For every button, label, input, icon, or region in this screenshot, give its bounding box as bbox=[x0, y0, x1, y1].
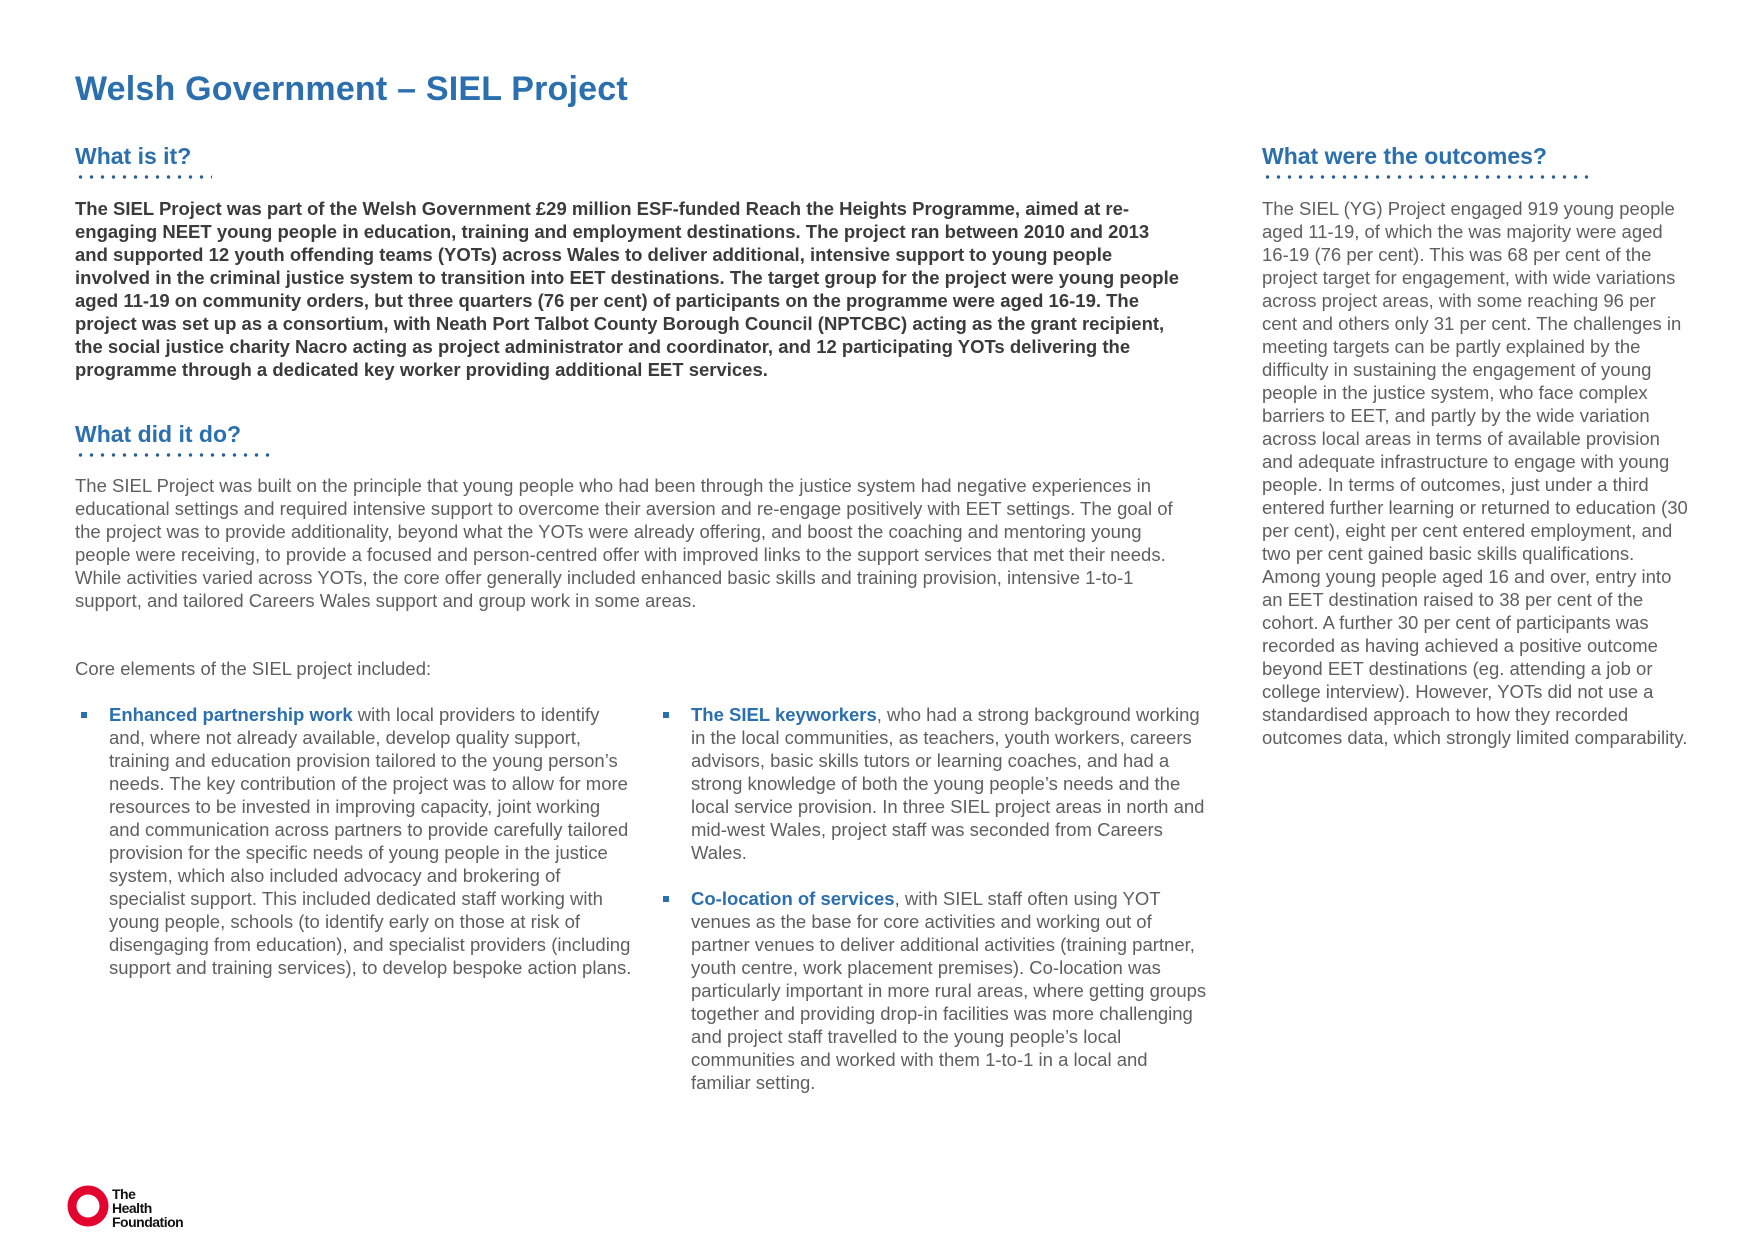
list-item bbox=[75, 703, 635, 979]
health-foundation-logo-icon bbox=[66, 1184, 110, 1228]
bullet-lead: Enhanced partnership work bbox=[109, 704, 353, 725]
bullet-text: , who had a strong background working in the local communities, as teachers, youth workers, careers advisors, basic skills tutors or learning coaches, and had a strong knowledge of both the young people’s needs and the local service provision. In three SIEL project areas in north and mid-west Wales, project staff was seconded from Careers Wales. bbox=[691, 704, 1205, 863]
bullet-lead: Co-location of services bbox=[691, 888, 895, 909]
bullet-text: , with SIEL staff often using YOT venues as the base for core activities and working out of partner venues to deliver additional activities (training partner, youth centre, work placement premises). Co-location was particularly important in more rural areas, where getting groups together and providing drop-in facilities was more challenging and project staff travelled to the young people’s local communities and worked with them 1-to-1 in a local and familiar setting. bbox=[691, 888, 1207, 1093]
bullet-text: with local providers to identify and, where not already available, develop quality support, training and education provision tailored to the young person’s needs. The key contribution of the project was to allow for more resources to be invested in improving capacity, joint working and communication across partners to provide carefully tailored provision for the specific needs of young people in the justice system, which also included advocacy and brokering of specialist support. This included dedicated staff working with young people, schools (to identify early on those at risk of disengaging from education), and specialist providers (including support and training services), to develop bespoke action plans. bbox=[109, 704, 632, 978]
outcomes-heading: What were the outcomes? bbox=[1262, 143, 1547, 169]
page-title: Welsh Government – SIEL Project bbox=[75, 70, 628, 108]
health-foundation-logo-text: The Health Foundation bbox=[112, 1186, 184, 1230]
square-bullet-icon bbox=[663, 896, 669, 902]
core-elements-list-right bbox=[657, 703, 1212, 1117]
what-is-it-body: The SIEL Project was part of the Welsh Government £29 million ESF-funded Reach the Heights Programme, aimed at re-engaging NEET young people in education, training and employment destinations. The project ran between 2010 and 2013 and supported 12 youth offending teams (YOTs) across Wales to deliver additional, intensive support to young people involved in the criminal justice system to transition into EET destinations. The target group for the project were young people aged 11-19 on community orders, but three quarters (76 per cent) of participants on the programme were aged 16-19. The project was set up as a consortium, with Neath Port Talbot County Borough Council (NPTCBC) acting as the grant recipient, the social justice charity Nacro acting as project administrator and coordinator, and 12 participating YOTs delivering the programme through a dedicated key worker providing additional EET services. bbox=[75, 198, 1179, 380]
outcomes-body: The SIEL (YG) Project engaged 919 young people aged 11-19, of which the was majority were aged 16-19 (76 per cent). This was 68 per cent of the project target for engagement, with wide variations across project areas, with some reaching 96 per cent and others only 31 per cent. The challenges in meeting targets can be partly explained by the difficulty in sustaining the engagement of young people in the justice system, who face complex barriers to EET, and partly by the wide variation across local areas in terms of available provision and adequate infrastructure to engage with young people. In terms of outcomes, just under a third entered further learning or returned to education (30 per cent), eight per cent entered employment, and two per cent gained basic skills qualifications. Among young people aged 16 and over, entry into an EET destination raised to 38 per cent of the cohort. A further 30 per cent of participants was recorded as having achieved a positive outcome beyond EET destinations (eg. attending a job or college interview). However, YOTs did not use a standardised approach to how they recorded outcomes data, which strongly limited comparability. bbox=[1262, 198, 1688, 748]
bullet-lead: The SIEL keyworkers bbox=[691, 704, 877, 725]
core-elements-intro: Core elements of the SIEL project included: bbox=[75, 658, 432, 679]
heading-underline bbox=[75, 174, 212, 180]
square-bullet-icon bbox=[663, 712, 669, 718]
what-did-it-do-heading: What did it do? bbox=[75, 421, 242, 447]
heading-underline bbox=[75, 452, 271, 458]
square-bullet-icon bbox=[81, 712, 87, 718]
heading-underline bbox=[1262, 174, 1590, 180]
what-did-it-do-body: The SIEL Project was built on the principle that young people who had been through the justice system had negative experiences in educational settings and required intensive support to overcome their aversion and re-engage positively with EET settings. The goal of the project was to provide additionality, beyond what the YOTs were already offering, and boost the coaching and mentoring young people were receiving, to provide a focused and person-centred offer with improved links to the support services that met their needs. While activities varied across YOTs, the core offer generally included enhanced basic skills and training provision, intensive 1-to-1 support, and tailored Careers Wales support and group work in some areas. bbox=[75, 475, 1173, 611]
list-item bbox=[657, 887, 1212, 1094]
core-elements-list-left bbox=[75, 703, 635, 1002]
list-item bbox=[657, 703, 1212, 864]
what-is-it-heading: What is it? bbox=[75, 143, 192, 169]
